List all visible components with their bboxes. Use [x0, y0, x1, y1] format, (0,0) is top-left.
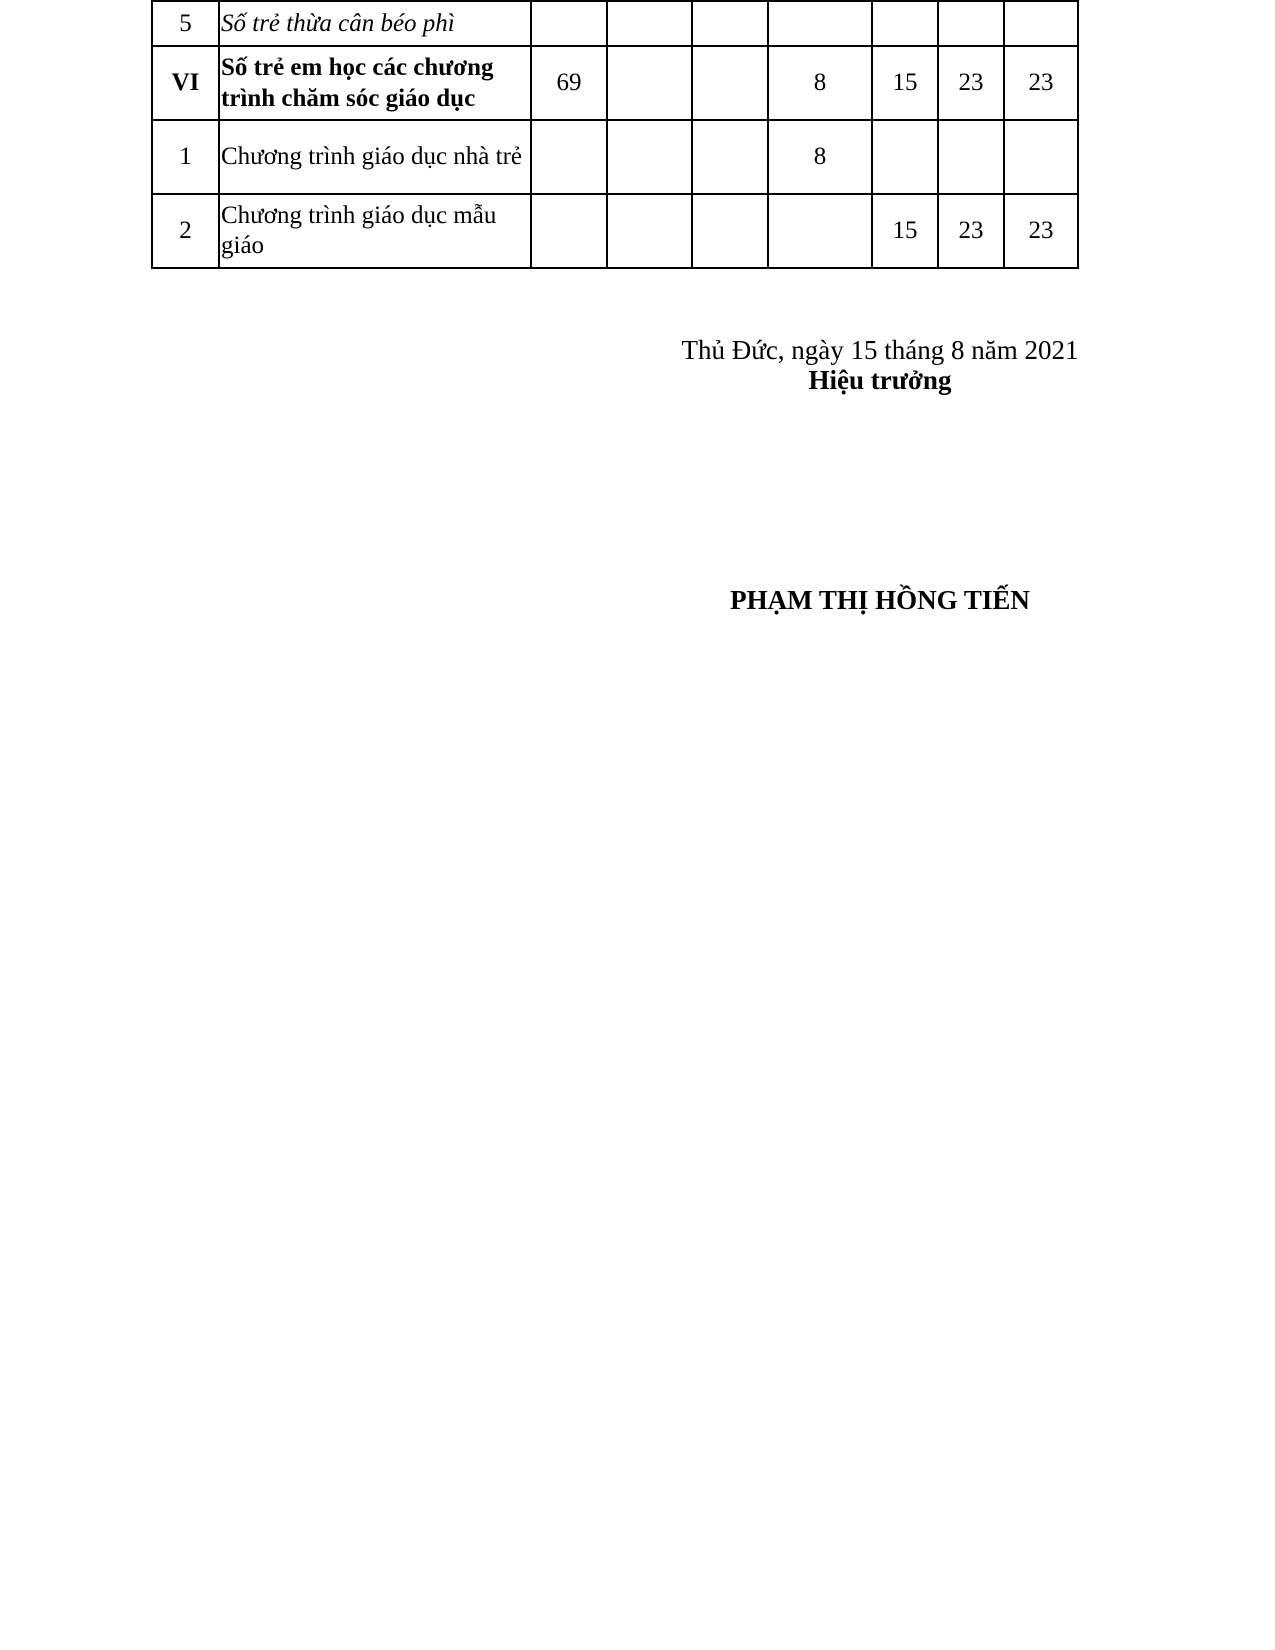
row-number: 5	[152, 1, 219, 46]
cell-value	[938, 1, 1004, 46]
cell-value	[1004, 1, 1078, 46]
signatory-name: PHẠM THỊ HỒNG TIẾN	[730, 585, 1030, 615]
cell-value	[692, 46, 768, 120]
cell-value: 8	[768, 46, 872, 120]
table-row	[152, 46, 1078, 120]
cell-value: 23	[938, 46, 1004, 120]
cell-value	[1004, 120, 1078, 194]
cell-value	[938, 120, 1004, 194]
cell-value: 69	[531, 46, 607, 120]
cell-value: 15	[872, 46, 938, 120]
row-number: 1	[152, 120, 219, 194]
statistics-table	[151, 0, 1079, 269]
cell-value	[531, 1, 607, 46]
table-row	[152, 1, 1078, 46]
cell-value: 23	[1004, 46, 1078, 120]
row-number: VI	[152, 46, 219, 120]
cell-value: 23	[938, 194, 1004, 268]
cell-value	[872, 120, 938, 194]
row-number: 2	[152, 194, 219, 268]
cell-value: 15	[872, 194, 938, 268]
cell-value	[692, 194, 768, 268]
cell-value	[692, 1, 768, 46]
signature-title: Hiệu trưởng	[808, 365, 952, 395]
cell-value	[531, 194, 607, 268]
row-label: Số trẻ em học các chương trình chăm sóc giáo dục	[219, 46, 531, 120]
cell-value	[607, 120, 692, 194]
row-label: Chương trình giáo dục mẫu giáo	[219, 194, 531, 268]
cell-value	[768, 1, 872, 46]
row-label: Chương trình giáo dục nhà trẻ	[219, 120, 531, 194]
signature-date-line: Thủ Đức, ngày 15 tháng 8 năm 2021	[681, 335, 1079, 365]
row-label: Số trẻ thừa cân béo phì	[219, 1, 531, 46]
cell-value	[692, 120, 768, 194]
cell-value: 8	[768, 120, 872, 194]
table-row	[152, 120, 1078, 194]
cell-value	[607, 1, 692, 46]
table-row	[152, 194, 1078, 268]
cell-value	[768, 194, 872, 268]
cell-value	[531, 120, 607, 194]
cell-value: 23	[1004, 194, 1078, 268]
cell-value	[872, 1, 938, 46]
cell-value	[607, 194, 692, 268]
cell-value	[607, 46, 692, 120]
